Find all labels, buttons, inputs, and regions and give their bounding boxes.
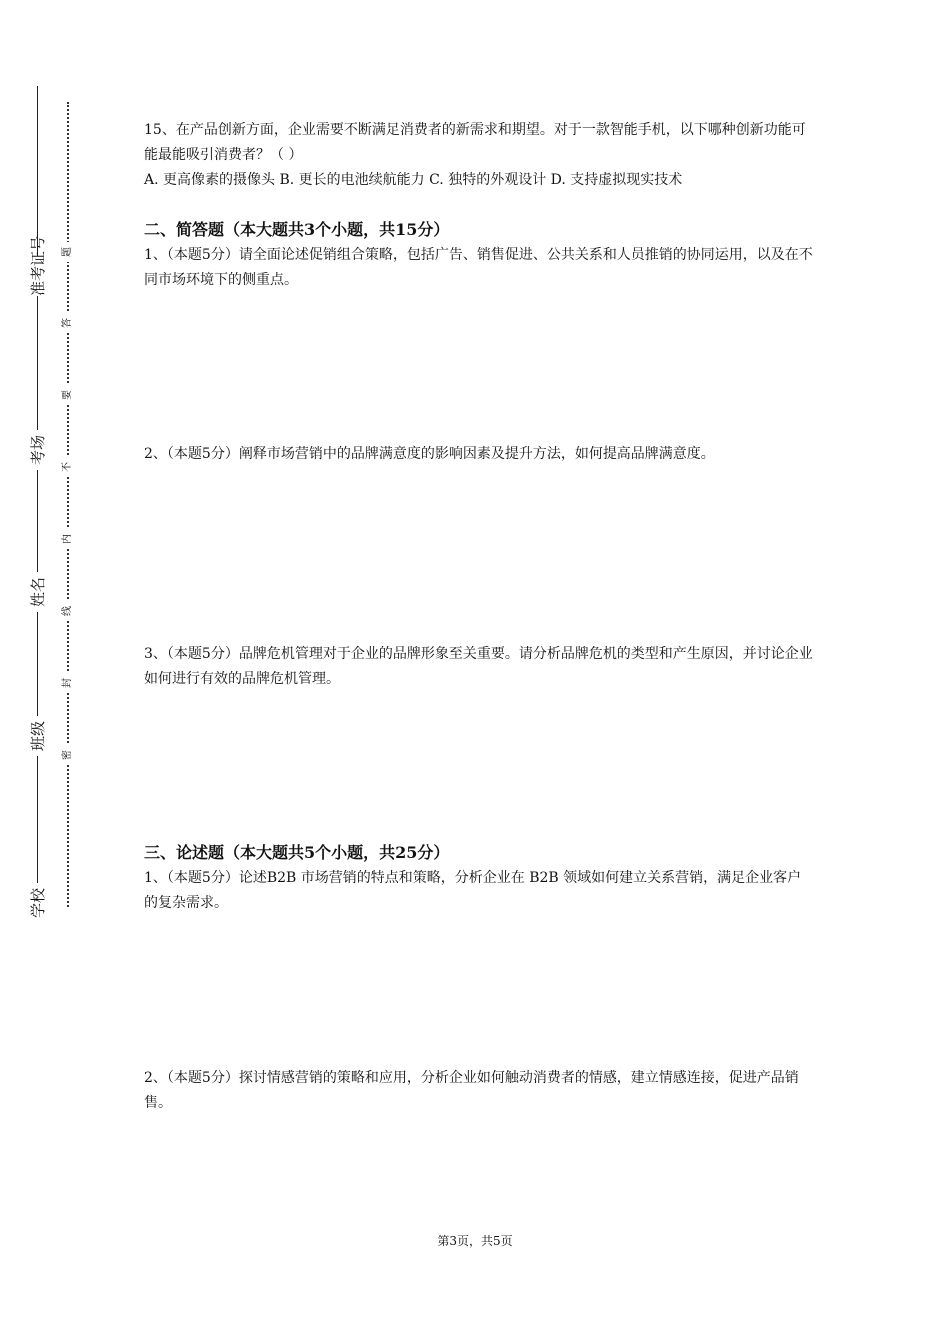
seal-line (67, 102, 69, 907)
seal-char: 要 (61, 385, 75, 405)
seal-char: 不 (61, 457, 75, 477)
name-label: 姓名 (28, 572, 48, 612)
section-2-question-2: 2、（本题5分）阐释市场营销中的品牌满意度的影响因素及提升方法，如何提高品牌满意度。 (144, 446, 715, 462)
exam-number-label: 准考证号 (29, 235, 47, 296)
seal-char: 密 (61, 745, 75, 765)
seal-char: 封 (61, 673, 75, 693)
section-3-question-1: 1、（本题5分）论述B2B 市场营销的特点和策略，分析企业在 B2B 领域如何建立关系营销，满足企业客户的复杂需求。 (144, 870, 802, 911)
section-3-heading: 三、论述题（本大题共5个小题，共25分） (144, 843, 450, 862)
exam-room-label: 考场 (28, 430, 48, 470)
section-2-question-1: 1、（本题5分）请全面论述促销组合策略，包括广告、销售促进、公共关系和人员推销的协同运用，以及在不同市场环境下的侧重点。 (144, 247, 813, 288)
seal-char: 题 (61, 242, 75, 262)
seal-char: 线 (61, 601, 75, 621)
section-2-question-3: 3、（本题5分）品牌危机管理对于企业的品牌形象至关重要。请分析品牌危机的类型和产生原因，并讨论企业如何进行有效的品牌危机管理。 (144, 646, 813, 687)
school-label: 学校 (28, 883, 48, 923)
question-15-options: A. 更高像素的摄像头 B. 更长的电池续航能力 C. 独特的外观设计 D. 支持虚拟现实技术 (144, 172, 683, 188)
binding-line (37, 86, 38, 916)
seal-char: 内 (61, 529, 75, 549)
section-2-heading: 二、简答题（本大题共3个小题，共15分） (144, 220, 450, 239)
page-footer: 第3页，共5页 (437, 1234, 513, 1248)
class-label: 班级 (28, 716, 48, 756)
section-3-question-2: 2、（本题5分）探讨情感营销的策略和应用，分析企业如何触动消费者的情感，建立情感连接，促进产品销售。 (144, 1070, 799, 1111)
seal-char: 答 (61, 313, 75, 333)
question-15-stem: 15、在产品创新方面，企业需要不断满足消费者的新需求和期望。对于一款智能手机，以下哪种创新功能可能最能吸引消费者？（ ） (144, 122, 806, 163)
